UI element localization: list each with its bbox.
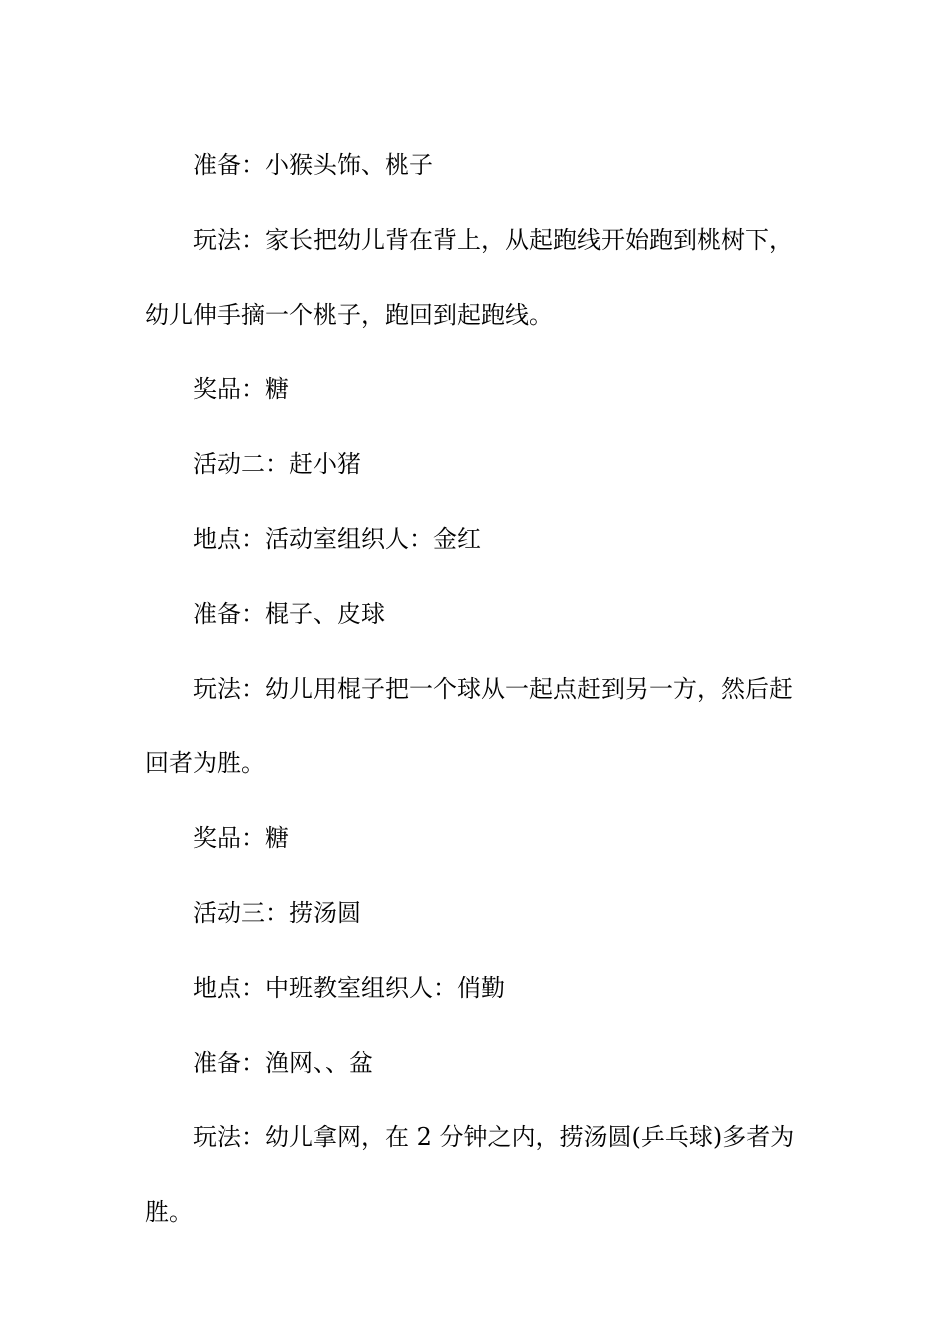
paragraph-line: 准备：小猴头饰、桃子 [193,151,433,179]
paragraph-line: 地点：活动室组织人：金红 [193,524,481,553]
paragraph-line: 胜。 [145,1198,193,1227]
paragraph-line: 回者为胜。 [145,749,265,778]
document-body [145,128,815,1250]
paragraph-line: 准备：渔网、、盆 [193,1048,373,1077]
paragraph-line: 玩法：幼儿拿网，在 2 分钟之内，捞汤圆(乒乓球)多者为 [193,1123,795,1152]
paragraph-line: 活动三：捞汤圆 [193,898,361,927]
paragraph-line: 奖品：糖 [193,824,289,853]
paragraph-line: 准备：棍子、皮球 [193,599,385,628]
paragraph-line: 活动二：赶小猪 [193,450,361,479]
paragraph-line: 玩法：幼儿用棍子把一个球从一起点赶到另一方，然后赶 [193,674,793,703]
paragraph-line: 地点：中班教室组织人：俏勤 [193,973,505,1002]
paragraph-line: 幼儿伸手摘一个桃子，跑回到起跑线。 [145,300,553,329]
paragraph-line: 奖品：糖 [193,375,289,404]
paragraph-line: 玩法：家长把幼儿背在背上，从起跑线开始跑到桃树下， [193,225,793,254]
